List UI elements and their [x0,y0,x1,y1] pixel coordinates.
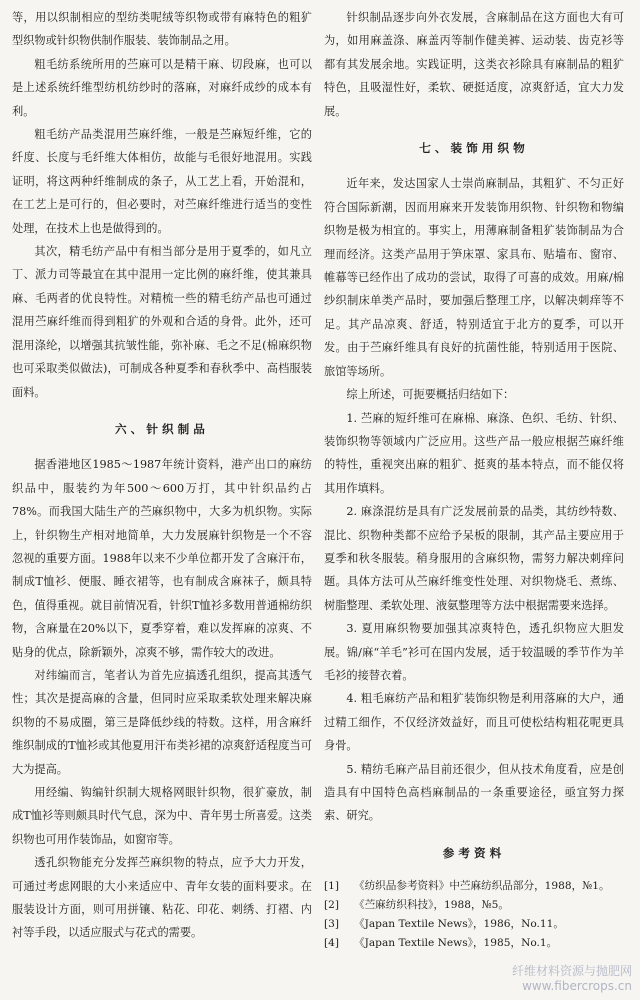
reference-item [324,896,624,915]
right-column [324,6,624,953]
paragraph: 其次，精毛纺产品中有相当部分是用于夏季的，如凡立丁、派力司等最宜在其中混用一定比例的麻纤维，使其兼具麻、毛两者的优良特性。对精梳一些的精毛纺产品也可通过混用苎麻纤维而得到粗犷的外观和合适的身骨。此外，还可混用涤纶，以增强其抗皱性能，弥补麻、毛之不足(棉麻织物也可采取类似做法)，可制成各种夏季和春秋季中、高档服装面料。 [12,245,312,399]
paragraph: 对纬编而言，笔者认为首先应搞透孔组织，提高其透气性；其次是提高麻的含量，但同时应采取柔软处理来解决麻织物的不易成圈，第三是降低纱线的特数。这样，用含麻纤维织制成的T恤衫或其他夏用汗布类衫裙的凉爽舒适程度当可大为提高。 [12,668,312,776]
reference-item [324,877,624,896]
watermark-site-name: 纤维材料资源与抛肥网 [511,964,632,978]
conclusion-item: 2. 麻涤混纺是具有广泛发展前景的品类，其纺纱特数、混比、织物种类都不应给予呆板的限制，其产品主要应用于夏季和秋冬服装。稍身服用的含麻织物，需努力解决刺痒问题。具体方法可从苎麻纤维变性处理、对织物烧毛、煮练、树脂整理、柔软处理、液氨整理等方法中根据需要来选择。 [324,505,624,612]
conclusion-item: 1. 苎麻的短纤维可在麻棉、麻涤、色织、毛纺、针织、装饰织物等领域内广泛应用。这些产品一般应根据苎麻纤维的特性，重视突出麻的粗犷、挺爽的基本特点，而不能仅将其用作填料。 [324,411,624,495]
paragraph: 透孔织物能充分发挥苎麻织物的特点，应予大力开发，可通过考虑网眼的大小来适应中、青年女装的面料要求。在服装设计方面，则可用拼镶、粘花、印花、刺绣、打褶、内衬等手段，以适应服式与花式的需要。 [12,856,312,940]
section-heading-knitted-products: 六、针织制品 [115,421,209,436]
reference-number: [4] [324,937,340,950]
conclusion-item: 4. 粗毛麻纺产品和粗犷装饰织物是利用落麻的大户，通过精工细作，不仅经济效益好，而且可使松结构粗花呢更具身骨。 [324,692,624,753]
paragraph: 用经编、钩编针织制大规格网眼针织物，很犷豪放，制成T恤衫等则颇具时代气息，深为中、青年男士所喜爱。这类织物也可用作装饰品，如窗帘等。 [12,786,312,846]
paragraph: 近年来，发达国家人士崇尚麻制品，其粗犷、不匀正好符合国际新潮，因而用麻来开发装饰用织物、针织物和物编织物是极为相宜的。事实上，用薄麻制备粗犷装饰制品为合理而经济。这类产品用于笋床罩、家具布、贴墙布、窗帘、帷幕等已经作出了成功的尝试，取得了可喜的成效。用麻/棉纱织制床单类产品时，要加强后整理工序，以解决刺痒等不足。其产品凉爽、舒适，特别适宜于北方的夏季，可以开发。由于苎麻纤维具有良好的抗菌性能，特别适用于医院、旅馆等场所。 [324,177,624,378]
reference-text: 《苎麻纺织科技》，1988，№5。 [354,899,509,912]
reference-number: [2] [324,899,340,912]
left-column [12,6,312,945]
paragraph: 粗毛纺产品类混用苎麻纤维，一般是苎麻短纤维，它的纤度、长度与毛纤维大体相仿，故能与毛很好地混用。实践证明，将这两种纤维制成的条子，从工艺上看，开始混和，在工艺上是可行的，但必要时，对苎麻纤维进行适当的变性处理，在技术上也是做得到的。 [12,128,312,235]
conclusion-item: 5. 精纺毛麻产品目前还很少，但从技术角度看，应是创造具有中国特色高档麻制品的一条重要途径，亟宜努力探索、研究。 [324,762,624,823]
reference-text: 《Japan Textile News》，1986，No.11。 [354,918,564,931]
reference-number: [3] [324,918,340,931]
section-heading-decorative-fabrics: 七、装饰用织物 [419,141,529,156]
paragraph: 粗毛纺系统所用的苎麻可以是精干麻、切段麻，也可以是上述系统纤维型纺机纺纱时的落麻，对麻纤成纱的成本有利。 [12,57,312,118]
reference-item [324,934,624,953]
paragraph: 针织制品逐步向外衣发展，含麻制品在这方面也大有可为，如用麻盖涤、麻盖丙等制作健美裤、运动装、齿克衫等都有其发展余地。实践证明，这类衣衫除具有麻制品的粗犷特色，且吸湿性好，柔软、硬挺适度，凉爽舒适，宜大力发展。 [324,11,624,118]
reference-text: 《Japan Textile News》，1985，No.1。 [354,937,558,950]
paragraph: 据香港地区1985～1987年统计资料，港产出口的麻纺织品中，服装约为年500～600万打，其中针织品约占78%。而我国大陆生产的苎麻织物中，大多为机织物。实际上，针织物生产相对地简单，大力发展麻针织物是一个不容忽视的重要方面。1988年以来不少单位都开发了含麻汗布，制成T恤衫、便服、睡衣裙等，也有制成含麻袜子，颇具特色，值得重视。就目前情况看，针织T恤衫多数用普通棉纺织物，含麻量在20%以下，夏季穿着，难以发挥麻的凉爽、不贴身的优点，除新颖外，凉爽不够，需作较大的改进。 [12,458,312,659]
conclusion-item: 3. 夏用麻织物要加强其凉爽特色，透孔织物应大胆发展。锦/麻“羊毛”衫可在国内发展，适于较温暖的季节作为羊毛衫的接替衣着。 [324,622,624,682]
paragraph: 综上所述，可扼要概括归结如下： [346,388,515,402]
references-list [324,877,624,953]
reference-number: [1] [324,880,340,893]
watermark-url: www.fibercrops.cn [522,979,632,993]
paragraph: 等，用以织制相应的型纺类呢绒等织物或带有麻特色的粗犷型织物或针织物供制作服装、装饰制品之用。 [12,11,312,48]
reference-item [324,915,624,934]
reference-text: 《纺织品参考资料》中苎麻纺织品部分，1988，№1。 [354,880,610,893]
references-heading: 参考资料 [442,845,506,860]
site-watermark [512,964,632,994]
